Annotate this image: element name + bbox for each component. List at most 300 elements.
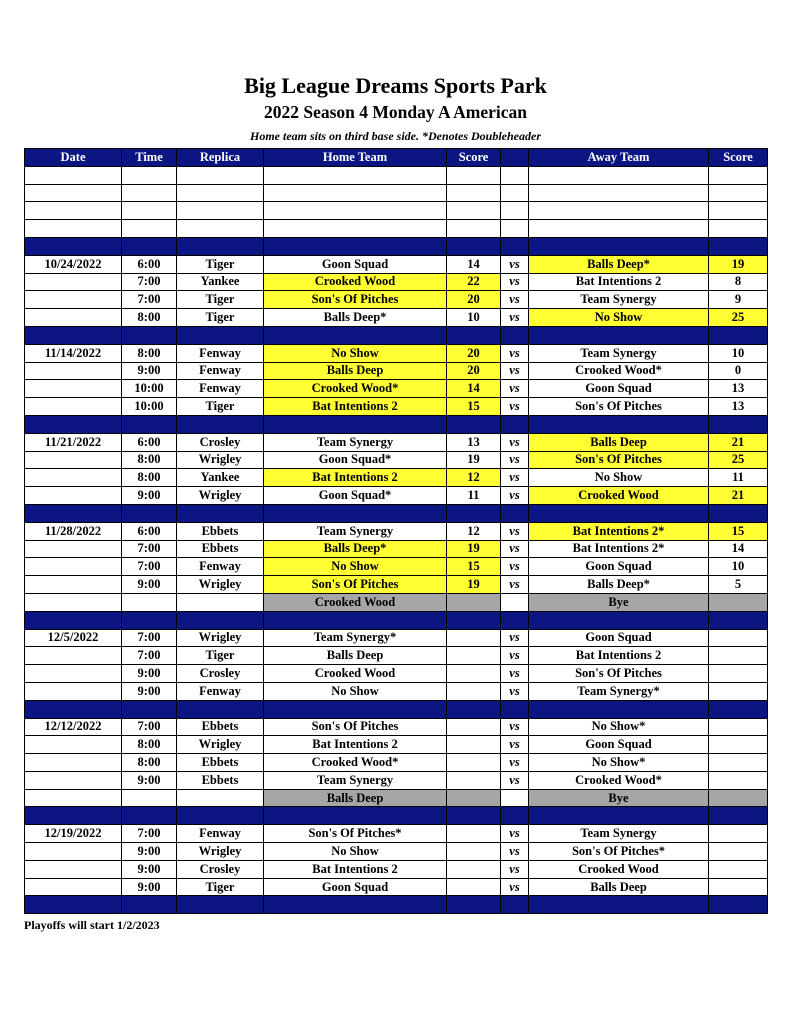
game-row xyxy=(25,451,768,469)
game-time: 8:00 xyxy=(122,469,177,487)
game-row xyxy=(25,380,768,398)
home-score: 12 xyxy=(447,522,501,540)
empty-cell xyxy=(501,202,529,220)
empty-cell xyxy=(122,593,177,611)
game-time: 8:00 xyxy=(122,309,177,327)
empty-cell xyxy=(122,202,177,220)
page-subtitle: 2022 Season 4 Monday A American xyxy=(263,102,527,122)
empty-cell xyxy=(447,184,501,202)
game-time: 9:00 xyxy=(122,860,177,878)
separator-cell xyxy=(25,807,122,825)
game-row xyxy=(25,682,768,700)
away-score: 21 xyxy=(709,487,768,505)
empty-cell xyxy=(529,220,709,238)
separator-cell xyxy=(264,807,447,825)
empty-cell xyxy=(25,593,122,611)
header-away-score: Score xyxy=(709,149,768,167)
game-time: 7:00 xyxy=(122,291,177,309)
away-team: Son's Of Pitches xyxy=(529,451,709,469)
vs-label: vs xyxy=(501,344,529,362)
away-team: Son's Of Pitches xyxy=(529,665,709,683)
game-time: 6:00 xyxy=(122,433,177,451)
separator-cell xyxy=(529,807,709,825)
away-score: 14 xyxy=(709,540,768,558)
replica-field: Wrigley xyxy=(177,843,264,861)
away-team: Team Synergy xyxy=(529,291,709,309)
doubleheader-note: Home team sits on third base side. *Denotes Doubleheader xyxy=(250,129,541,143)
separator-cell xyxy=(177,896,264,914)
game-date: 10/24/2022 xyxy=(25,255,122,273)
game-time: 9:00 xyxy=(122,843,177,861)
game-row xyxy=(25,558,768,576)
separator-cell xyxy=(501,326,529,344)
separator-cell xyxy=(264,700,447,718)
home-team: Team Synergy xyxy=(264,771,447,789)
away-team: Bat Intentions 2* xyxy=(529,522,709,540)
game-time: 9:00 xyxy=(122,682,177,700)
separator-cell xyxy=(177,807,264,825)
empty-cell xyxy=(529,166,709,184)
game-row xyxy=(25,647,768,665)
game-row xyxy=(25,771,768,789)
separator-cell xyxy=(25,896,122,914)
game-date xyxy=(25,398,122,416)
separator-cell xyxy=(529,896,709,914)
replica-field: Yankee xyxy=(177,273,264,291)
vs-label: vs xyxy=(501,576,529,594)
home-team: Son's Of Pitches xyxy=(264,291,447,309)
empty-cell xyxy=(709,202,768,220)
replica-field: Fenway xyxy=(177,344,264,362)
replica-field: Tiger xyxy=(177,647,264,665)
game-date xyxy=(25,736,122,754)
away-team: Crooked Wood* xyxy=(529,771,709,789)
game-row xyxy=(25,843,768,861)
home-score xyxy=(447,878,501,896)
game-row xyxy=(25,255,768,273)
replica-field: Fenway xyxy=(177,380,264,398)
vs-label: vs xyxy=(501,682,529,700)
away-score: 21 xyxy=(709,433,768,451)
away-team: Crooked Wood xyxy=(529,487,709,505)
home-score: 15 xyxy=(447,558,501,576)
game-date xyxy=(25,469,122,487)
separator-cell xyxy=(709,415,768,433)
game-row xyxy=(25,291,768,309)
game-date xyxy=(25,487,122,505)
empty-row xyxy=(25,184,768,202)
game-time: 7:00 xyxy=(122,825,177,843)
game-date xyxy=(25,682,122,700)
separator-cell xyxy=(709,504,768,522)
replica-field: Ebbets xyxy=(177,771,264,789)
home-score: 14 xyxy=(447,255,501,273)
away-score: 11 xyxy=(709,469,768,487)
empty-cell xyxy=(501,789,529,807)
empty-cell xyxy=(25,220,122,238)
game-date xyxy=(25,754,122,772)
home-score: 14 xyxy=(447,380,501,398)
vs-label: vs xyxy=(501,433,529,451)
away-score xyxy=(709,843,768,861)
empty-row xyxy=(25,202,768,220)
game-time: 10:00 xyxy=(122,398,177,416)
away-team: No Show* xyxy=(529,718,709,736)
away-team: Team Synergy* xyxy=(529,682,709,700)
empty-cell xyxy=(122,166,177,184)
separator-cell xyxy=(177,237,264,255)
game-time: 10:00 xyxy=(122,380,177,398)
vs-label: vs xyxy=(501,825,529,843)
game-row xyxy=(25,736,768,754)
separator-cell xyxy=(709,326,768,344)
home-team: Balls Deep xyxy=(264,362,447,380)
replica-field: Crosley xyxy=(177,860,264,878)
vs-label: vs xyxy=(501,878,529,896)
empty-cell xyxy=(25,202,122,220)
game-row xyxy=(25,629,768,647)
separator-cell xyxy=(264,504,447,522)
empty-cell xyxy=(264,220,447,238)
away-team: Goon Squad xyxy=(529,558,709,576)
separator-cell xyxy=(122,700,177,718)
vs-label: vs xyxy=(501,451,529,469)
separator-cell xyxy=(25,611,122,629)
separator-cell xyxy=(501,237,529,255)
home-team: Team Synergy xyxy=(264,522,447,540)
game-date xyxy=(25,362,122,380)
schedule-table xyxy=(24,148,768,914)
bye-team: Crooked Wood xyxy=(264,593,447,611)
header-away-team: Away Team xyxy=(529,149,709,167)
separator-cell xyxy=(501,504,529,522)
empty-row xyxy=(25,220,768,238)
vs-label: vs xyxy=(501,398,529,416)
game-time: 6:00 xyxy=(122,255,177,273)
game-date xyxy=(25,878,122,896)
vs-label: vs xyxy=(501,665,529,683)
game-row xyxy=(25,398,768,416)
separator-cell xyxy=(264,326,447,344)
vs-label: vs xyxy=(501,718,529,736)
away-score xyxy=(709,647,768,665)
away-team: Goon Squad xyxy=(529,736,709,754)
separator-cell xyxy=(177,415,264,433)
week-separator xyxy=(25,415,768,433)
game-time: 8:00 xyxy=(122,451,177,469)
away-score: 13 xyxy=(709,380,768,398)
separator-cell xyxy=(122,611,177,629)
game-time: 9:00 xyxy=(122,665,177,683)
separator-cell xyxy=(529,611,709,629)
game-row xyxy=(25,522,768,540)
game-date xyxy=(25,665,122,683)
game-date xyxy=(25,843,122,861)
bye-row xyxy=(25,593,768,611)
game-row xyxy=(25,273,768,291)
home-team: Balls Deep xyxy=(264,647,447,665)
separator-cell xyxy=(447,611,501,629)
home-score xyxy=(447,754,501,772)
separator-cell xyxy=(177,611,264,629)
week-separator xyxy=(25,611,768,629)
replica-field: Ebbets xyxy=(177,718,264,736)
away-team: Goon Squad xyxy=(529,629,709,647)
empty-cell xyxy=(122,789,177,807)
home-score xyxy=(447,629,501,647)
bye-label: Bye xyxy=(529,593,709,611)
home-team: Bat Intentions 2 xyxy=(264,736,447,754)
empty-cell xyxy=(709,789,768,807)
vs-label: vs xyxy=(501,469,529,487)
separator-cell xyxy=(122,415,177,433)
separator-cell xyxy=(447,415,501,433)
game-row xyxy=(25,344,768,362)
separator-cell xyxy=(25,504,122,522)
vs-label: vs xyxy=(501,540,529,558)
away-score: 25 xyxy=(709,309,768,327)
away-team: Son's Of Pitches xyxy=(529,398,709,416)
home-team: Bat Intentions 2 xyxy=(264,398,447,416)
vs-label: vs xyxy=(501,736,529,754)
header-home-score: Score xyxy=(447,149,501,167)
game-date: 11/14/2022 xyxy=(25,344,122,362)
game-date: 12/12/2022 xyxy=(25,718,122,736)
replica-field: Fenway xyxy=(177,682,264,700)
replica-field: Fenway xyxy=(177,825,264,843)
game-time: 8:00 xyxy=(122,736,177,754)
separator-cell xyxy=(447,807,501,825)
empty-cell xyxy=(529,202,709,220)
replica-field: Tiger xyxy=(177,291,264,309)
game-row xyxy=(25,754,768,772)
home-score xyxy=(447,647,501,665)
header-replica: Replica xyxy=(177,149,264,167)
away-score xyxy=(709,736,768,754)
home-score xyxy=(447,860,501,878)
separator-cell xyxy=(529,326,709,344)
away-team: Goon Squad xyxy=(529,380,709,398)
separator-cell xyxy=(122,237,177,255)
replica-field: Ebbets xyxy=(177,522,264,540)
vs-label: vs xyxy=(501,309,529,327)
away-score: 9 xyxy=(709,291,768,309)
game-row xyxy=(25,665,768,683)
away-team: Balls Deep* xyxy=(529,255,709,273)
game-date xyxy=(25,309,122,327)
home-team: Son's Of Pitches xyxy=(264,718,447,736)
separator-cell xyxy=(264,237,447,255)
game-row xyxy=(25,825,768,843)
empty-cell xyxy=(709,184,768,202)
vs-label: vs xyxy=(501,273,529,291)
playoffs-note: Playoffs will start 1/2/2023 xyxy=(24,918,160,932)
game-time: 7:00 xyxy=(122,647,177,665)
header-date: Date xyxy=(25,149,122,167)
replica-field: Fenway xyxy=(177,558,264,576)
home-score: 20 xyxy=(447,362,501,380)
game-date xyxy=(25,647,122,665)
separator-cell xyxy=(501,896,529,914)
away-score: 13 xyxy=(709,398,768,416)
home-score: 19 xyxy=(447,576,501,594)
separator-cell xyxy=(264,896,447,914)
empty-cell xyxy=(447,166,501,184)
replica-field: Tiger xyxy=(177,878,264,896)
game-date: 11/28/2022 xyxy=(25,522,122,540)
game-time: 9:00 xyxy=(122,771,177,789)
home-team: Crooked Wood xyxy=(264,665,447,683)
home-team: Goon Squad xyxy=(264,878,447,896)
home-team: No Show xyxy=(264,344,447,362)
separator-cell xyxy=(177,700,264,718)
home-team: Balls Deep* xyxy=(264,540,447,558)
empty-cell xyxy=(709,593,768,611)
replica-field: Ebbets xyxy=(177,754,264,772)
away-team: Bat Intentions 2 xyxy=(529,647,709,665)
away-team: Bat Intentions 2* xyxy=(529,540,709,558)
home-score: 12 xyxy=(447,469,501,487)
game-date: 12/19/2022 xyxy=(25,825,122,843)
game-date xyxy=(25,860,122,878)
empty-cell xyxy=(501,166,529,184)
bye-team: Balls Deep xyxy=(264,789,447,807)
away-score: 5 xyxy=(709,576,768,594)
home-score: 13 xyxy=(447,433,501,451)
replica-field: Tiger xyxy=(177,309,264,327)
home-score: 20 xyxy=(447,344,501,362)
home-team: Goon Squad xyxy=(264,255,447,273)
away-score: 0 xyxy=(709,362,768,380)
replica-field: Yankee xyxy=(177,469,264,487)
away-score xyxy=(709,825,768,843)
empty-cell xyxy=(264,166,447,184)
home-score xyxy=(447,718,501,736)
game-time: 9:00 xyxy=(122,576,177,594)
empty-cell xyxy=(177,789,264,807)
empty-cell xyxy=(447,202,501,220)
separator-cell xyxy=(447,896,501,914)
home-team: Balls Deep* xyxy=(264,309,447,327)
home-team: Team Synergy xyxy=(264,433,447,451)
week-separator xyxy=(25,237,768,255)
vs-label: vs xyxy=(501,291,529,309)
week-separator xyxy=(25,700,768,718)
away-score xyxy=(709,754,768,772)
home-team: No Show xyxy=(264,682,447,700)
game-date xyxy=(25,380,122,398)
separator-cell xyxy=(25,326,122,344)
replica-field: Wrigley xyxy=(177,487,264,505)
game-row xyxy=(25,309,768,327)
vs-label: vs xyxy=(501,843,529,861)
header-time: Time xyxy=(122,149,177,167)
home-team: No Show xyxy=(264,558,447,576)
separator-cell xyxy=(122,896,177,914)
empty-cell xyxy=(25,789,122,807)
game-date xyxy=(25,558,122,576)
game-row xyxy=(25,540,768,558)
away-team: Balls Deep xyxy=(529,878,709,896)
separator-cell xyxy=(25,415,122,433)
home-team: Son's Of Pitches* xyxy=(264,825,447,843)
replica-field: Wrigley xyxy=(177,451,264,469)
home-team: Bat Intentions 2 xyxy=(264,469,447,487)
empty-row xyxy=(25,166,768,184)
away-team: No Show* xyxy=(529,754,709,772)
away-score xyxy=(709,629,768,647)
replica-field: Wrigley xyxy=(177,576,264,594)
game-time: 7:00 xyxy=(122,558,177,576)
separator-cell xyxy=(709,611,768,629)
game-date xyxy=(25,273,122,291)
separator-cell xyxy=(177,326,264,344)
game-time: 7:00 xyxy=(122,540,177,558)
game-row xyxy=(25,878,768,896)
separator-cell xyxy=(709,896,768,914)
separator-cell xyxy=(447,326,501,344)
separator-cell xyxy=(709,237,768,255)
empty-cell xyxy=(529,184,709,202)
separator-cell xyxy=(529,700,709,718)
home-score: 15 xyxy=(447,398,501,416)
separator-cell xyxy=(264,415,447,433)
vs-label: vs xyxy=(501,860,529,878)
game-date xyxy=(25,576,122,594)
vs-label: vs xyxy=(501,754,529,772)
game-row xyxy=(25,469,768,487)
away-score xyxy=(709,682,768,700)
game-date xyxy=(25,451,122,469)
vs-label: vs xyxy=(501,487,529,505)
header-home-team: Home Team xyxy=(264,149,447,167)
away-score xyxy=(709,718,768,736)
separator-cell xyxy=(501,415,529,433)
game-date xyxy=(25,291,122,309)
game-time: 6:00 xyxy=(122,522,177,540)
away-team: Crooked Wood xyxy=(529,860,709,878)
game-date xyxy=(25,540,122,558)
away-team: No Show xyxy=(529,469,709,487)
empty-cell xyxy=(177,593,264,611)
empty-cell xyxy=(122,220,177,238)
game-row xyxy=(25,487,768,505)
game-row xyxy=(25,362,768,380)
game-date xyxy=(25,771,122,789)
game-time: 8:00 xyxy=(122,344,177,362)
game-time: 7:00 xyxy=(122,273,177,291)
separator-cell xyxy=(501,611,529,629)
home-team: Goon Squad* xyxy=(264,451,447,469)
away-team: Son's Of Pitches* xyxy=(529,843,709,861)
separator-cell xyxy=(25,700,122,718)
replica-field: Fenway xyxy=(177,362,264,380)
vs-label: vs xyxy=(501,255,529,273)
header-row xyxy=(25,149,768,167)
empty-cell xyxy=(25,184,122,202)
away-score: 15 xyxy=(709,522,768,540)
empty-cell xyxy=(177,220,264,238)
away-score xyxy=(709,860,768,878)
separator-cell xyxy=(25,237,122,255)
replica-field: Tiger xyxy=(177,255,264,273)
vs-label: vs xyxy=(501,771,529,789)
away-team: Team Synergy xyxy=(529,344,709,362)
home-team: Crooked Wood* xyxy=(264,380,447,398)
game-row xyxy=(25,433,768,451)
away-score: 19 xyxy=(709,255,768,273)
replica-field: Crosley xyxy=(177,433,264,451)
